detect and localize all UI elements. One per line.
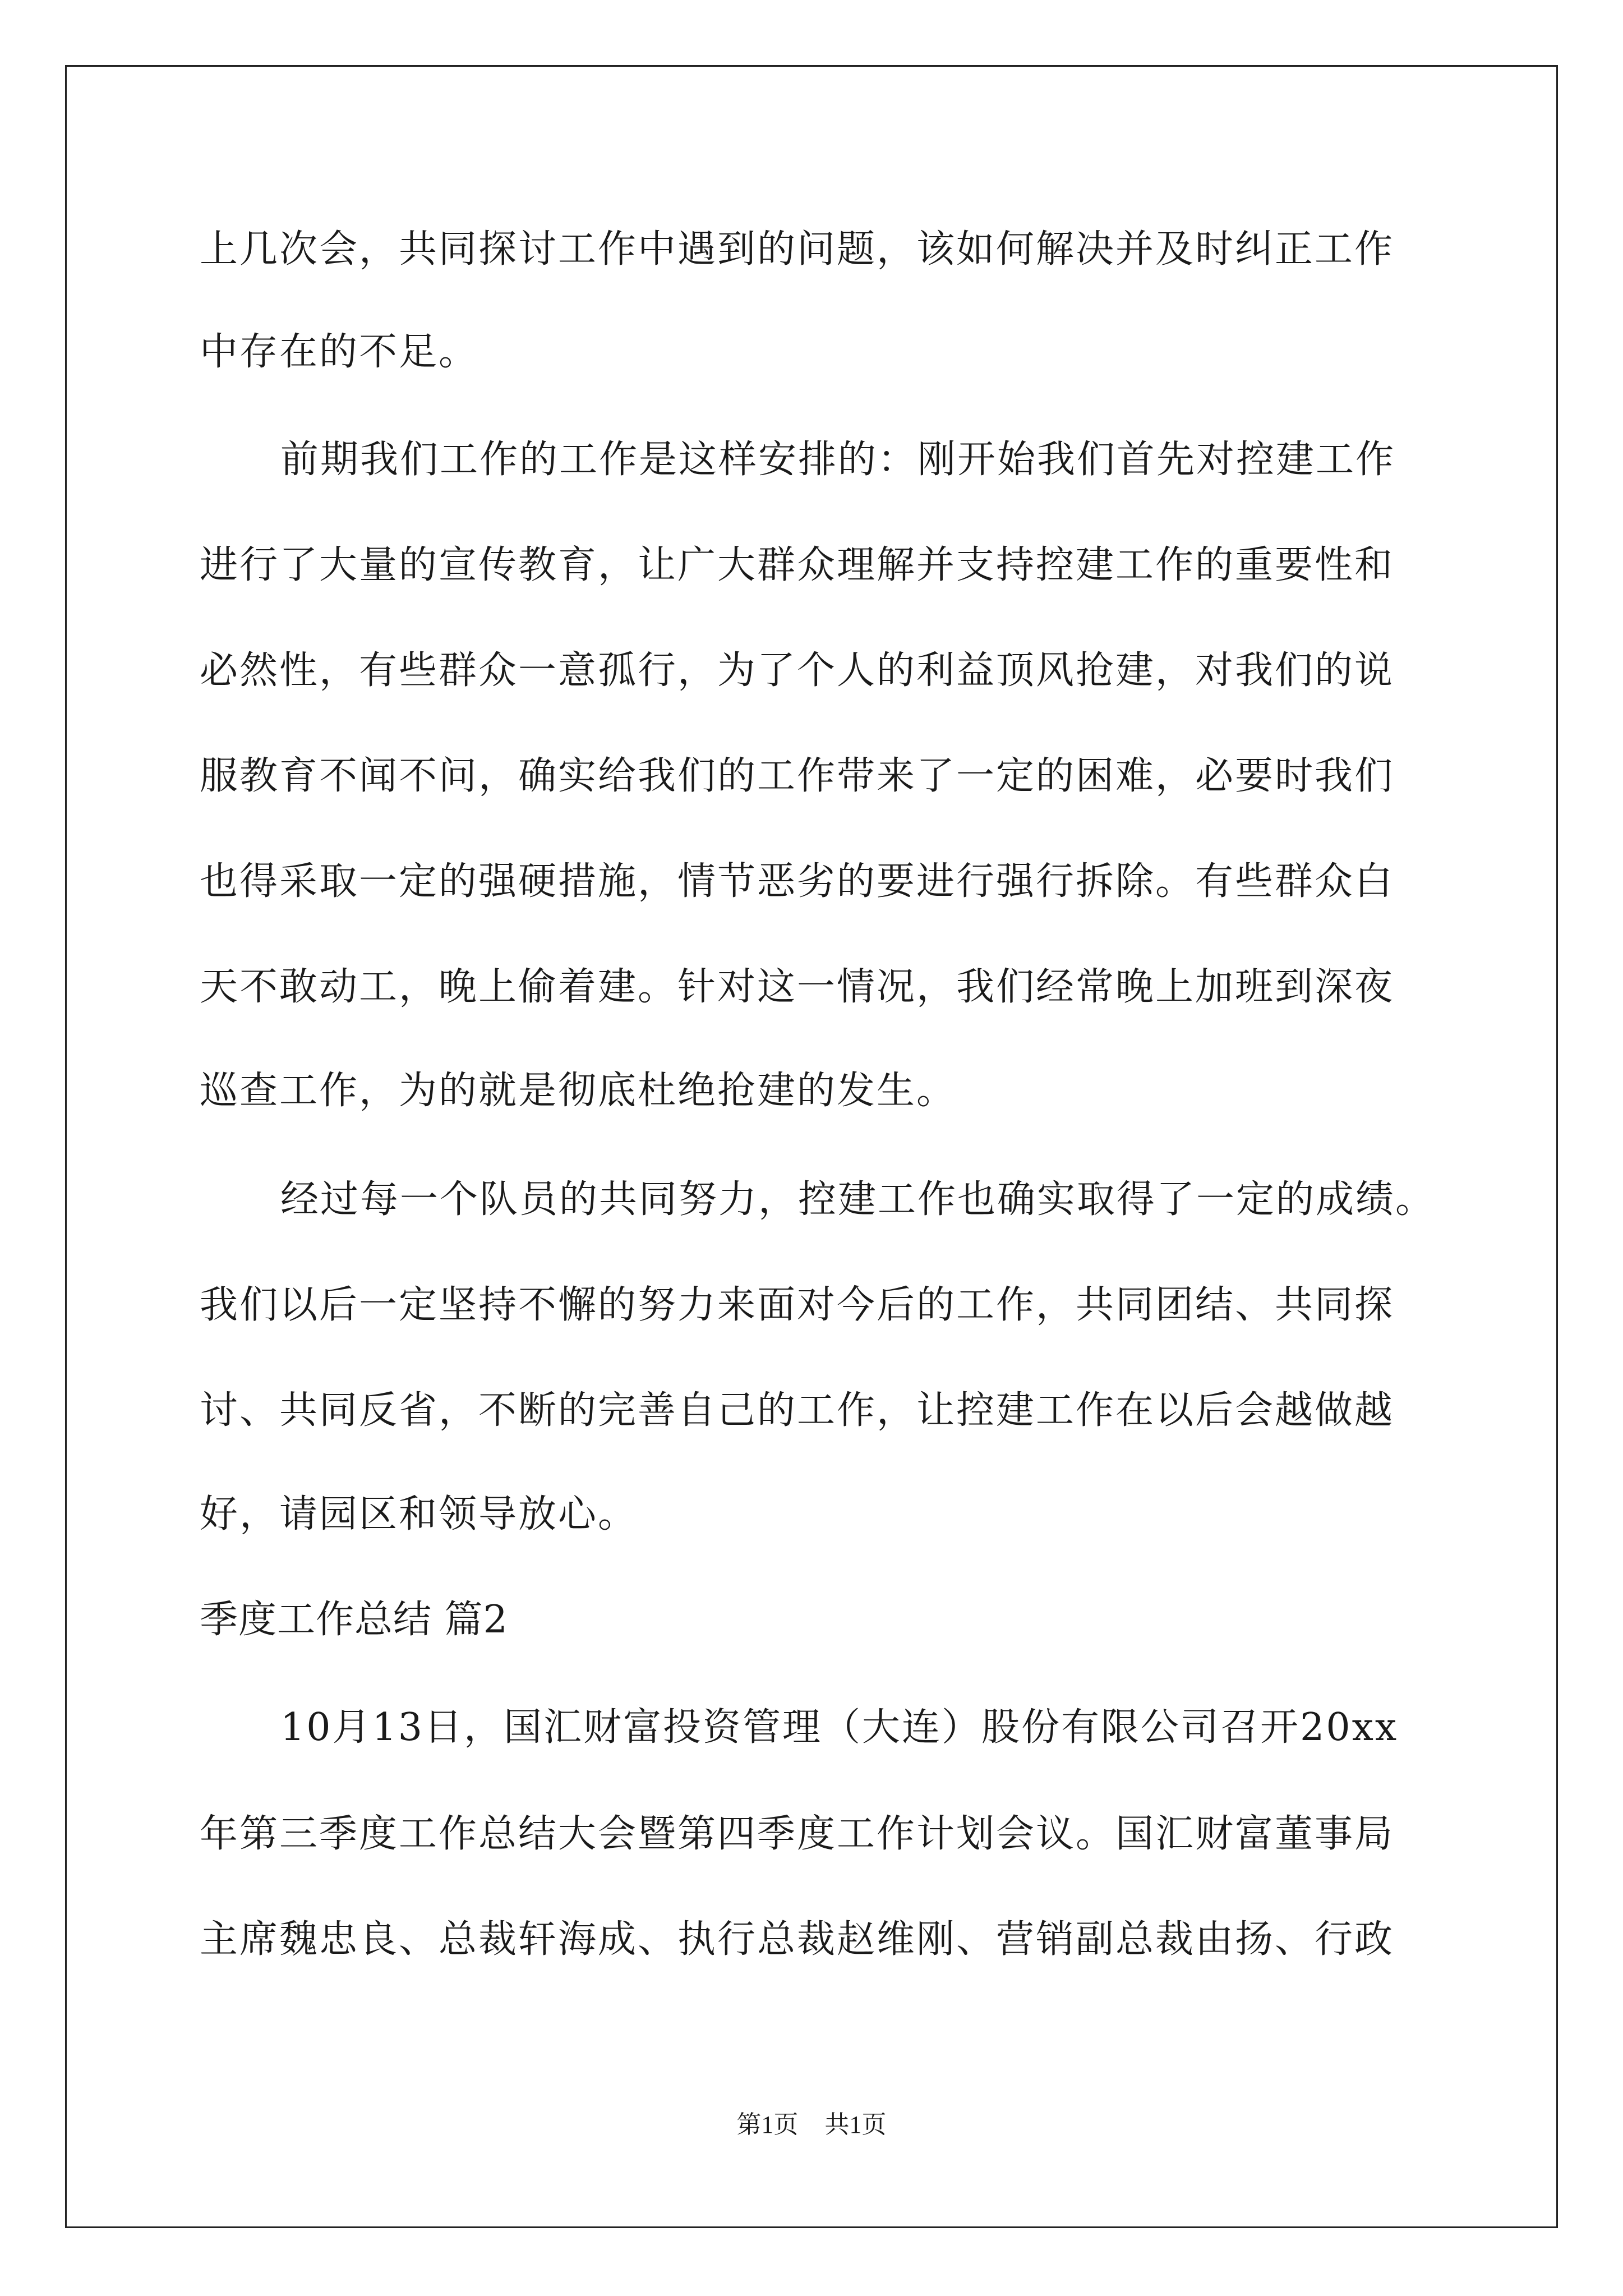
section-heading: 季度工作总结 篇2 (200, 1598, 508, 1642)
paragraph-3-line-2: 我们以后一定坚持不懈的努力来面对今后的工作，共同团结、共同探 (200, 1283, 1395, 1327)
paragraph-3-line-3: 讨、共同反省，不断的完善自己的工作，让控建工作在以后会越做越 (200, 1388, 1395, 1433)
body-line-1: 上几次会，共同探讨工作中遇到的问题，该如何解决并及时纠正工作 (200, 227, 1395, 272)
page-number: 第1页 (736, 2111, 799, 2138)
page-border (65, 65, 1558, 2228)
paragraph-2-line-5: 也得采取一定的强硬措施，情节恶劣的要进行强行拆除。有些群众白 (200, 859, 1395, 904)
paragraph-2-line-3: 必然性，有些群众一意孤行，为了个人的利益顶风抢建，对我们的说 (200, 648, 1395, 693)
paragraph-4-line-1: 10月13日，国汇财富投资管理（大连）股份有限公司召开20xx (280, 1705, 1399, 1750)
paragraph-3-line-1: 经过每一个队员的共同努力，控建工作也确实取得了一定的成绩。 (280, 1177, 1436, 1222)
paragraph-4-line-2: 年第三季度工作总结大会暨第四季度工作计划会议。国汇财富董事局 (200, 1812, 1395, 1856)
paragraph-3-line-4: 好，请园区和领导放心。 (200, 1492, 638, 1536)
paragraph-2-line-1: 前期我们工作的工作是这样安排的：刚开始我们首先对控建工作 (280, 438, 1396, 482)
paragraph-2-line-2: 进行了大量的宣传教育，让广大群众理解并支持控建工作的重要性和 (200, 543, 1395, 587)
paragraph-2-line-4: 服教育不闻不问，确实给我们的工作带来了一定的困难，必要时我们 (200, 754, 1395, 798)
page-footer (0, 2109, 1623, 2141)
body-line-2: 中存在的不足。 (200, 330, 479, 374)
page-total: 共1页 (824, 2111, 887, 2138)
paragraph-2-line-7: 巡查工作，为的就是彻底杜绝抢建的发生。 (200, 1069, 957, 1113)
paragraph-2-line-6: 天不敢动工，晚上偷着建。针对这一情况，我们经常晚上加班到深夜 (200, 965, 1395, 1009)
paragraph-4-line-3: 主席魏忠良、总裁轩海成、执行总裁赵维刚、营销副总裁由扬、行政 (200, 1917, 1395, 1962)
